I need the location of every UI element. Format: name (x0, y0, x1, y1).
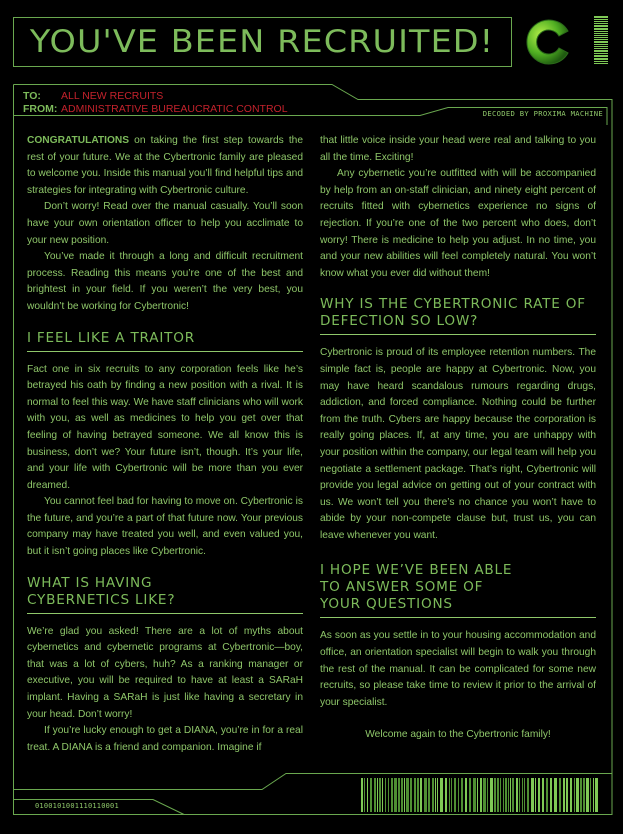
side-bar (594, 16, 608, 18)
barcode-bar (449, 778, 450, 812)
paragraph: Any cybernetic you’re outfitted with will be accompanied by help from an on-staff clinician, and ninety eight percent of recruits fitted with cybernetics experience no signs of rejection. If you’re one of the two percent who does, don’t worry! There is medicine to help you adjust. In no time, you and your new abilities will feel completely natural. You won’t know what you ever did without them! (320, 168, 596, 279)
barcode-bar (524, 778, 525, 812)
heading-traitor: I FEEL LIKE A TRAITOR (27, 330, 303, 352)
barcode-bar (590, 778, 591, 812)
barcode-bar (508, 778, 509, 812)
heading-defection: WHY IS THE CYBERTRONIC RATE OF DEFECTION SO LOW? (320, 296, 596, 335)
to-line (23, 90, 163, 102)
side-bar (594, 21, 608, 22)
barcode-bar (379, 778, 381, 812)
heading-hope: I HOPE WE’VE BEEN ABLE TO ANSWER SOME OF YOUR QUESTIONS (320, 562, 596, 618)
barcode-bar (435, 778, 436, 812)
welcome-line: Welcome again to the Cybertronic family! (365, 729, 551, 741)
side-bar (594, 44, 608, 45)
barcode-bar (440, 778, 443, 812)
barcode-bar (367, 778, 368, 812)
barcode-bar (394, 778, 397, 812)
paragraph: Don’t worry! Read over the manual casually. You’ll soon have your own orientation officer to help you acclimate to your new position. (27, 201, 303, 246)
decoded-label: DECODED BY PROXIMA MACHINE (482, 109, 603, 118)
barcode-bar (542, 778, 544, 812)
barcode-bar (527, 778, 529, 812)
barcode-bar (477, 778, 478, 812)
barcode-bar (570, 778, 572, 812)
barcode-bar (580, 778, 582, 812)
barcode-bar (494, 778, 496, 812)
barcode-bar (550, 778, 552, 812)
barcode-bar (451, 778, 452, 812)
left-column (27, 133, 303, 756)
barcode-bar (583, 778, 585, 812)
barcode-bar (593, 778, 594, 812)
paragraph: We’re glad you asked! There are a lot of myths about cybernetics and cybernetic programs at Cybertronic—boy, that was a lot of cybers, huh? As a ranking manager or executive, you will be required to have at least a SARaH implant. Having a SARaH is just like having a secretary in your head. Don’t worry! (27, 625, 303, 720)
barcode-bar (420, 778, 422, 812)
barcode-bar (505, 778, 507, 812)
barcode-bar (576, 778, 579, 812)
intro-paragraph (27, 133, 303, 199)
side-bar (594, 35, 608, 36)
side-bar (594, 37, 608, 38)
barcode-bar (374, 778, 376, 812)
barcode-bar (487, 778, 488, 812)
barcode-bar (398, 778, 400, 812)
barcode-bar (458, 778, 459, 812)
barcode-bar (566, 778, 568, 812)
right-column (320, 133, 596, 744)
barcode-bar (361, 778, 363, 812)
barcode-bar (559, 778, 561, 812)
barcode-bar (519, 778, 520, 812)
intro-text: on taking the first step towards the rest of your future. We at the Cybertronic family are pleased to welcome you. Inside this manual you’ll find helpful tips and strategies for integrating with Cybertronic culture. (27, 135, 303, 196)
barcode-bar (497, 778, 499, 812)
barcode-bar (406, 778, 409, 812)
barcode-bar (437, 778, 438, 812)
paragraph: If you’re lucky enough to get a DIANA, you’re in for a real treat. A DIANA is a friend and companion. Imagine if (27, 725, 303, 753)
heading-cybernetics: WHAT IS HAVING CYBERNETICS LIKE? (27, 574, 176, 608)
barcode-bar (388, 778, 389, 812)
intro-bold: CONGRATULATIONS (27, 135, 130, 146)
side-bar (594, 41, 608, 43)
barcode-bar (410, 778, 412, 812)
paragraph: You cannot feel bad for having to move on. Cybertronic is the future, and you’re a part of that future now. Your previous company may have treated you well, and even valued you, but it isn’t going places like Cybertronic. (27, 496, 303, 558)
paragraph: that little voice inside your head were real and talking to you all the time. Exciting! (320, 135, 596, 163)
barcode-bar (401, 778, 403, 812)
barcode-bar (512, 778, 514, 812)
to-label: TO: (23, 90, 41, 102)
barcode-bar (503, 778, 504, 812)
from-line (23, 103, 288, 115)
paragraph: You’ve made it through a long and difficult recruitment process. Reading this means you’re one of the best and brightest in your field. If you weren’t the very best, you wouldn’t be working for Cybertronic! (27, 251, 303, 312)
side-bar (594, 58, 608, 60)
side-bar (594, 23, 608, 24)
barcode-bar (424, 778, 427, 812)
barcode-bar (385, 778, 386, 812)
barcode-bar (546, 778, 548, 812)
barcode-bar (531, 778, 534, 812)
paragraph: As soon as you settle in to your housing accommodation and office, an orientation specialist will begin to walk you through the rest of the manual. It can be complicated for some new recruits, so please take time to review it prior to the arrival of your specialist. (320, 630, 596, 708)
barcode-bar (490, 778, 493, 812)
side-bar (594, 33, 608, 34)
barcode-bar (554, 778, 557, 812)
side-bar (594, 39, 608, 40)
barcode-bar (428, 778, 430, 812)
barcode-bar (445, 778, 447, 812)
barcode-bar (377, 778, 378, 812)
barcode-bar (465, 778, 467, 812)
side-bar (594, 53, 608, 54)
side-bar (594, 63, 608, 64)
barcode-bar (404, 778, 405, 812)
barcode-bar (382, 778, 383, 812)
barcode-bar (414, 778, 416, 812)
barcode-bar (538, 778, 540, 812)
heading-rule (27, 613, 303, 614)
paragraph: Cybertronic is proud of its employee retention numbers. The simple fact is, people are happy at Cybertronic. Now, you may have heard scandalous rumours regarding drugs, addiction, and forced compliance. Nothing could be further from the truth. Cybers are happy because the corporation is really going places. If, at any time, you are unhappy with your position within the company, our legal team will help you negotiate a settlement package. That’s right, Cybertronic will provide you legal advice on getting out of your contract with us. We won’t tell you there’s no chance you won’t have to abide by your non-compete clause but, trust us, you can leave whenever you want. (320, 347, 596, 541)
side-bar (594, 31, 608, 32)
barcode-icon (361, 778, 601, 812)
side-bar (594, 25, 608, 27)
side-bar (594, 19, 608, 20)
barcode-bar (516, 778, 518, 812)
barcode-bar (370, 778, 372, 812)
cybertronic-logo-icon (525, 17, 575, 67)
side-bar (594, 55, 608, 57)
barcode-bar (595, 778, 598, 812)
barcode-bar (563, 778, 565, 812)
side-bar (594, 48, 608, 49)
barcode-bar (586, 778, 589, 812)
barcode-bar (535, 778, 536, 812)
barcode-bar (417, 778, 419, 812)
paragraph: Fact one in six recruits to any corporation feels like he’s betrayed his oath by finding a new position with a rival. It is normal to feel this way. We have staff clinicians who will work with you, as well as medicines to help you get over that feeling of having betrayed someone. We all know this is business, don’t we? Your future isn’t, though. It’s your life, and your life with Cybertronic will be more than you ever dreamed. (27, 363, 303, 491)
to-value: ALL NEW RECRUITS (61, 90, 164, 102)
barcode-bar (391, 778, 393, 812)
barcode-bar (510, 778, 511, 812)
barcode-bar (473, 778, 476, 812)
barcode-bar (500, 778, 501, 812)
barcode-bar (432, 778, 434, 812)
barcode-bar (364, 778, 365, 812)
barcode-bar (483, 778, 486, 812)
side-bar (594, 28, 608, 30)
vertical-barcode-icon (594, 16, 608, 66)
side-bar (594, 61, 608, 62)
barcode-bar (454, 778, 456, 812)
side-bar (594, 46, 608, 47)
barcode-bar (461, 778, 463, 812)
binary-code: 0100101001110110001 (35, 802, 119, 810)
from-label: FROM: (23, 103, 58, 115)
barcode-bar (574, 778, 575, 812)
barcode-bar (469, 778, 471, 812)
from-value: ADMINISTRATIVE BUREAUCRATIC CONTROL (61, 103, 288, 115)
barcode-bar (522, 778, 523, 812)
side-bar (594, 50, 608, 52)
barcode-bar (480, 778, 482, 812)
page-title: YOU'VE BEEN RECRUITED! (29, 23, 495, 60)
